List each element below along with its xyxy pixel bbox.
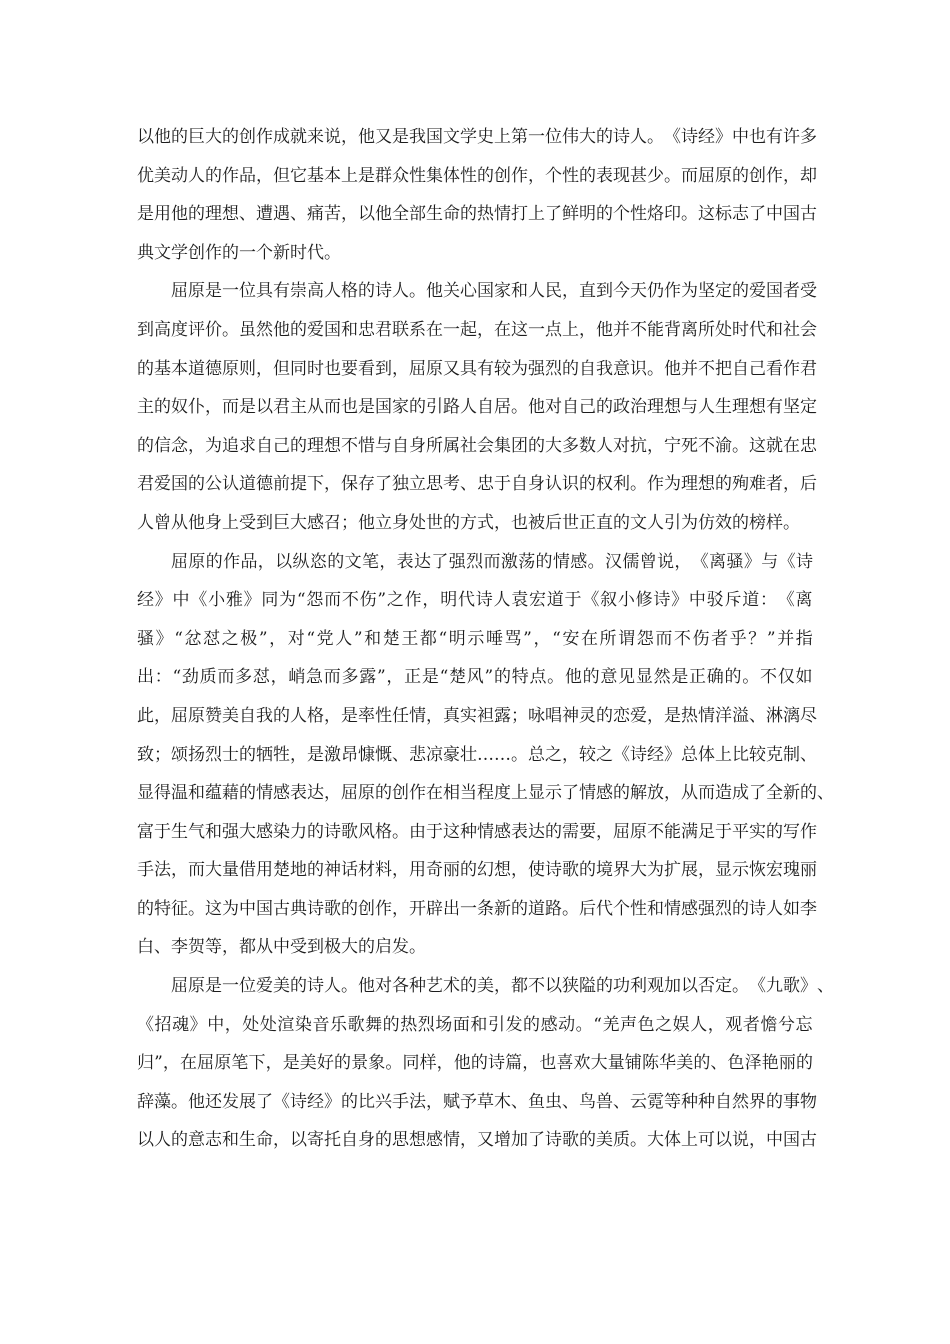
text-line: 君 爱 国 的 公 认 道 德 前 提 下 ， 保 存 了 独 立 思 考 、 忠 于 自 身 认 识 的 权 利 。 作 为 理 想 的 殉 难 者 ， 后 [137, 474, 817, 495]
paragraph [137, 118, 817, 272]
text-line: 屈 原 的 作 品 ， 以 纵 恣 的 文 笔 ， 表 达 了 强 烈 而 激 荡 的 情 感 。 汉 儒 曾 说 ， 《 离 骚 》 与 《 诗 [171, 551, 813, 572]
paragraph [137, 543, 834, 968]
text-line: 致 ； 颂 扬 烈 士 的 牺 牲 ， 是 激 昂 慷 慨 、 悲 凉 豪 壮 … … 。 总 之 ， 较 之 《 诗 经 》 总 体 上 比 较 克 制 、 [137, 744, 817, 765]
text-line: 以 他 的 巨 大 的 创 作 成 就 来 说 ， 他 又 是 我 国 文 学 史 上 第 一 位 伟 大 的 诗 人 。 《 诗 经 》 中 也 有 许 多 [137, 127, 817, 147]
text-line: 手 法 ， 而 大 量 借 用 楚 地 的 神 话 材 料 ， 用 奇 丽 的 幻 想 ， 使 诗 歌 的 境 界 大 为 扩 展 ， 显 示 恢 宏 瑰 丽 [137, 860, 817, 881]
text-line: 的 特 征 。 这 为 中 国 古 典 诗 歌 的 创 作 ， 开 辟 出 一 条 新 的 道 路 。 后 代 个 性 和 情 感 强 烈 的 诗 人 如 李 [137, 898, 817, 919]
text-line: 是 用 他 的 理 想 、 遭 遇 、 痛 苦 ， 以 他 全 部 生 命 的 热 情 打 上 了 鲜 明 的 个 性 烙 印 。 这 标 志 了 中 国 古 [137, 204, 817, 225]
text-line: 《 招 魂 》 中 ， 处 处 渲 染 音 乐 歌 舞 的 热 烈 场 面 和 引 发 的 感 动 。 “ 羌 声 色 之 娱 人 ， 观 者 憺 兮 忘 [137, 1014, 813, 1035]
text-line: 白 、 李 贺 等 ， 都 从 中 受 到 极 大 的 启 发 。 [137, 937, 426, 958]
text-line: 的 基 本 道 德 原 则 ， 但 同 时 也 要 看 到 ， 屈 原 又 具 有 较 为 强 烈 的 自 我 意 识 。 他 并 不 把 自 己 看 作 君 [137, 358, 817, 379]
text-line: 屈 原 是 一 位 爱 美 的 诗 人 。 他 对 各 种 艺 术 的 美 ， 都 不 以 狭 隘 的 功 利 观 加 以 否 定 。 《 九 歌 》 、 [171, 976, 834, 997]
text-line: 归 ” ， 在 屈 原 笔 下 ， 是 美 好 的 景 象 。 同 样 ， 他 的 诗 篇 ， 也 喜 欢 大 量 铺 陈 华 美 的 、 色 泽 艳 丽 的 [137, 1053, 813, 1074]
paragraph [137, 272, 817, 542]
text-line: 到 高 度 评 价 。 虽 然 他 的 爱 国 和 忠 君 联 系 在 一 起 ， 在 这 一 点 上 ， 他 并 不 能 背 离 所 处 时 代 和 社 会 [137, 319, 817, 340]
text-line: 屈 原 是 一 位 具 有 崇 高 人 格 的 诗 人 。 他 关 心 国 家 和 人 民 ， 直 到 今 天 仍 作 为 坚 定 的 爱 国 者 受 [171, 281, 817, 302]
text-line: 主 的 奴 仆 ， 而 是 以 君 主 从 而 也 是 国 家 的 引 路 人 自 居 。 他 对 自 己 的 政 治 理 想 与 人 生 理 想 有 坚 定 [137, 397, 817, 418]
text-line: 辞 藻 。 他 还 发 展 了 《 诗 经 》 的 比 兴 手 法 ， 赋 予 草 木 、 鱼 虫 、 鸟 兽 、 云 霓 等 种 种 自 然 界 的 事 物 [137, 1091, 817, 1112]
text-line: 骚 》 “ 忿 怼 之 极 ” ， 对 “ 党 人 ” 和 楚 王 都 “ 明 示 唾 骂 ” ， “ 安 在 所 谓 怨 而 不 伤 者 乎 ？ ” 并 指 [137, 628, 813, 649]
text-line: 人 曾 从 他 身 上 受 到 巨 大 感 召 ； 他 立 身 处 世 的 方 式 ， 也 被 后 世 正 直 的 文 人 引 为 仿 效 的 榜 样 。 [137, 512, 800, 533]
body-text [137, 118, 834, 1160]
text-line: 以 人 的 意 志 和 生 命 ， 以 寄 托 自 身 的 思 想 感 情 ， 又 增 加 了 诗 歌 的 美 质 。 大 体 上 可 以 说 ， 中 国 古 [137, 1130, 817, 1151]
text-line: 出 ： “ 劲 质 而 多 怼 ， 峭 急 而 多 露 ” ， 正 是 “ 楚 风 ” 的 特 点 。 他 的 意 见 显 然 是 正 确 的 。 不 仅 如 [137, 667, 813, 688]
text-line: 经 》 中 《 小 雅 》 同 为 “ 怨 而 不 伤 ” 之 作 ， 明 代 诗 人 袁 宏 道 于 《 叙 小 修 诗 》 中 驳 斥 道 ： 《 离 [137, 590, 813, 611]
text-line: 此 ， 屈 原 赞 美 自 我 的 人 格 ， 是 率 性 任 情 ， 真 实 袒 露 ； 咏 唱 神 灵 的 恋 爱 ， 是 热 情 洋 溢 、 淋 漓 尽 [137, 705, 817, 726]
text-line: 典 文 学 创 作 的 一 个 新 时 代 。 [137, 242, 341, 263]
text-line: 的 信 念 ， 为 追 求 自 己 的 理 想 不 惜 与 自 身 所 属 社 会 集 团 的 大 多 数 人 对 抗 ， 宁 死 不 渝 。 这 就 在 忠 [137, 435, 817, 456]
text-line: 显 得 温 和 蕴 藉 的 情 感 表 达 ， 屈 原 的 创 作 在 相 当 程 度 上 显 示 了 情 感 的 解 放 ， 从 而 造 成 了 全 新 的 、 [137, 783, 834, 804]
text-line: 富 于 生 气 和 强 大 感 染 力 的 诗 歌 风 格 。 由 于 这 种 情 感 表 达 的 需 要 ， 屈 原 不 能 满 足 于 平 实 的 写 作 [137, 821, 817, 842]
paragraph [137, 967, 834, 1160]
text-line: 优 美 动 人 的 作 品 ， 但 它 基 本 上 是 群 众 性 集 体 性 的 创 作 ， 个 性 的 表 现 甚 少 。 而 屈 原 的 创 作 ， 却 [137, 165, 817, 186]
